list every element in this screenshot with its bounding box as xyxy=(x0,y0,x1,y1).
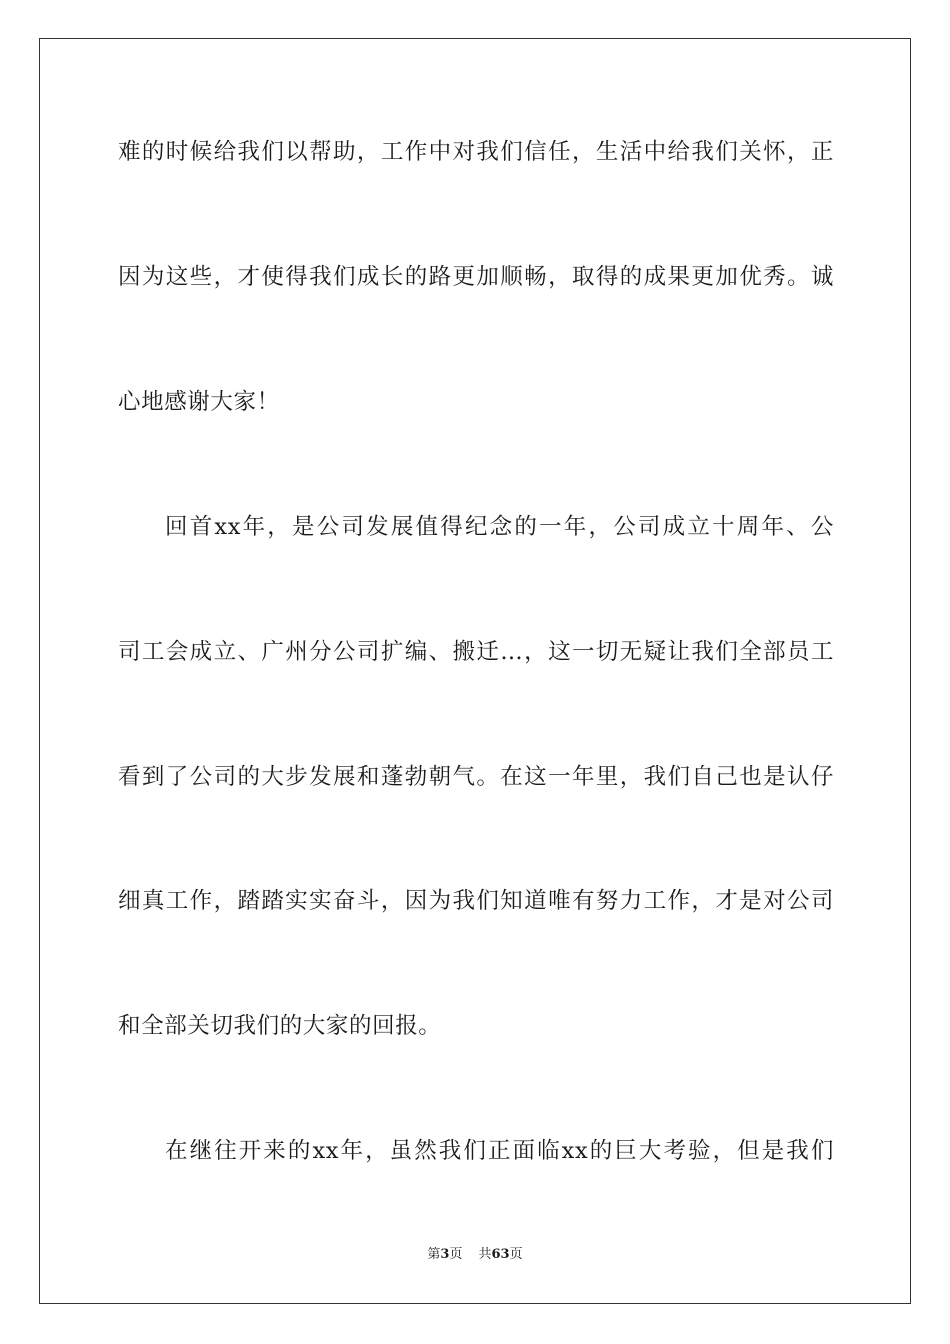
current-page-number: 3 xyxy=(440,1247,450,1262)
body-text-line: 和全部关切我们的大家的回报。 xyxy=(118,1013,442,1039)
total-page-count: 63 xyxy=(491,1247,510,1262)
page-suffix: 页 xyxy=(449,1247,463,1262)
total-suffix: 页 xyxy=(509,1247,523,1262)
body-text-line: 看到了公司的大步发展和蓬勃朝气。在这一年里，我们自己也是认仔 xyxy=(118,764,834,790)
body-text-line: 因为这些，才使得我们成长的路更加顺畅，取得的成果更加优秀。诚 xyxy=(118,264,834,290)
body-text-line: 司工会成立、广州分公司扩编、搬迁…，这一切无疑让我们全部员工 xyxy=(118,639,834,665)
paragraph-first-line: 回首xx年，是公司发展值得纪念的一年，公司成立十周年、公 xyxy=(165,514,834,540)
body-text-line: 心地感谢大家！ xyxy=(118,389,280,415)
page-footer xyxy=(0,1246,950,1264)
total-prefix: 共 xyxy=(478,1247,492,1262)
paragraph-first-line: 在继往开来的xx年，虽然我们正面临xx的巨大考验，但是我们 xyxy=(165,1138,834,1164)
page-frame xyxy=(39,38,911,1304)
page-prefix: 第 xyxy=(427,1247,441,1262)
body-text-line: 细真工作，踏踏实实奋斗，因为我们知道唯有努力工作，才是对公司 xyxy=(118,888,834,914)
body-text-line: 难的时候给我们以帮助，工作中对我们信任，生活中给我们关怀，正 xyxy=(118,139,834,165)
